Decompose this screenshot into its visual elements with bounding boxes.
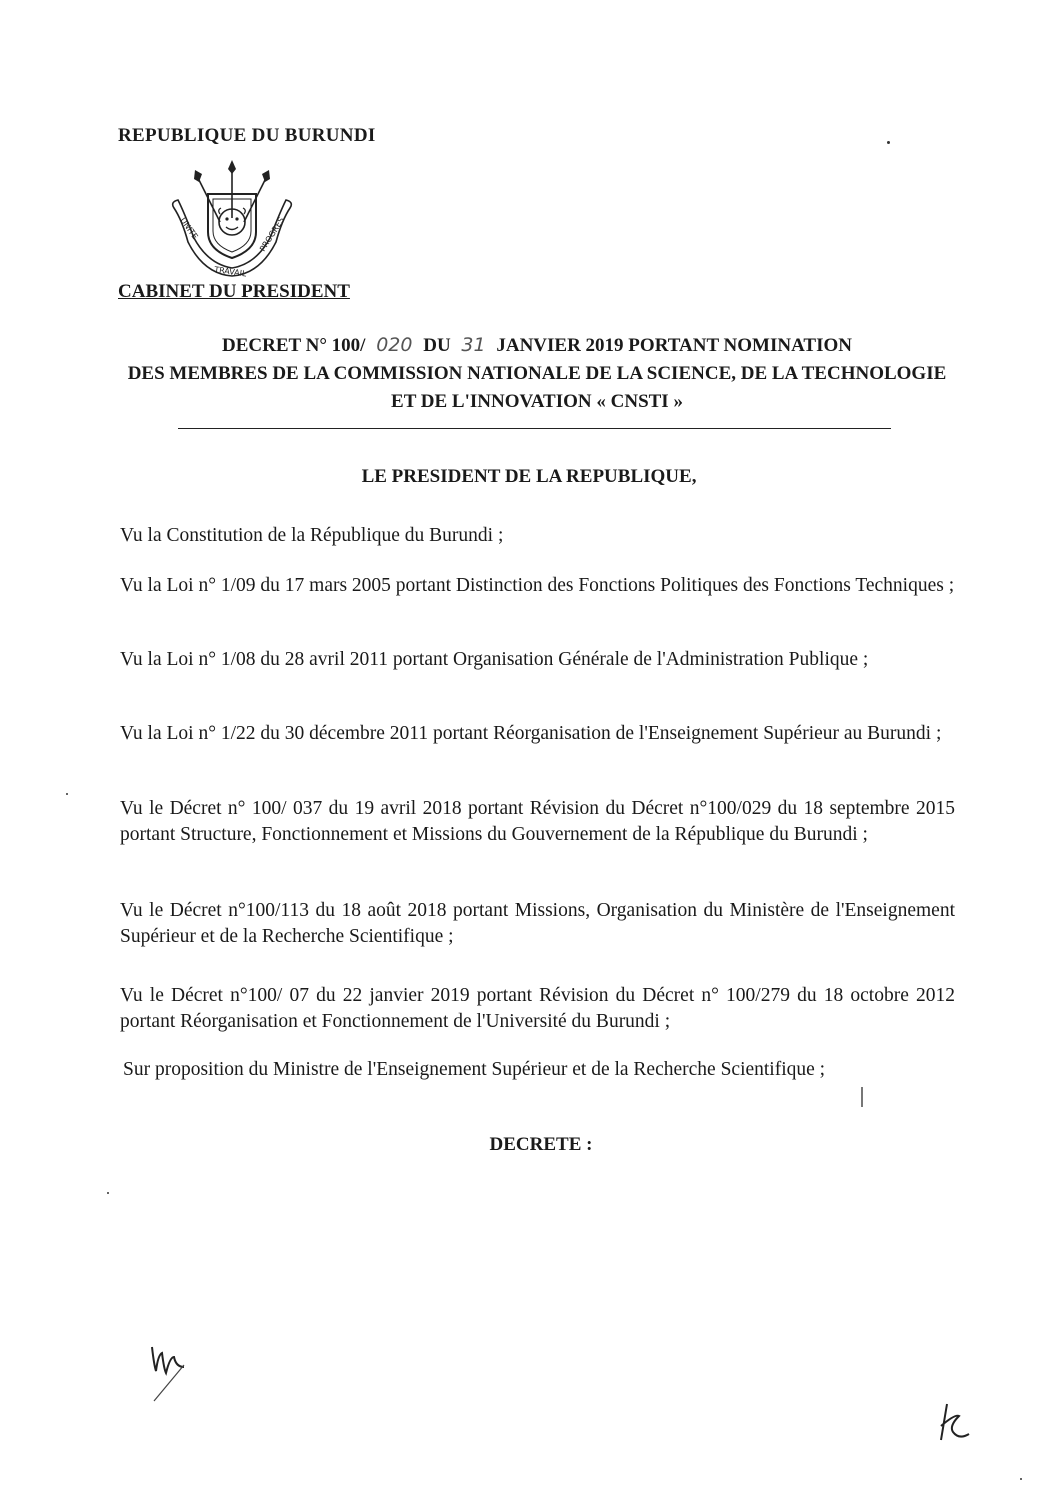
decree-number-prefix: DECRET N° 100/	[222, 335, 366, 356]
decree-number-handwritten: 020	[376, 334, 413, 356]
visa-paragraph: Vu le Décret n°100/ 07 du 22 janvier 2019 portant Révision du Décret n° 100/279 du 18 octobre 2012 portant Réorganisation et Fonctionnement de l'Université du Burundi ;	[120, 985, 955, 1032]
visa-paragraph: Vu la Loi n° 1/09 du 17 mars 2005 portant Distinction des Fonctions Politiques des Fonctions Techniques ;	[120, 575, 955, 596]
title-divider	[178, 428, 891, 429]
scan-speck	[861, 1087, 863, 1107]
svg-text:TRAVAIL: TRAVAIL	[213, 265, 248, 278]
president-heading: LE PRESIDENT DE LA REPUBLIQUE,	[361, 466, 697, 487]
svg-text:PROGRES: PROGRES	[258, 215, 287, 254]
handwritten-initials-left	[140, 1345, 200, 1405]
visa-paragraph: Vu le Décret n°100/113 du 18 août 2018 portant Missions, Organisation du Ministère de l'Enseignement Supérieur et de la Recherche Scientifique ;	[120, 900, 955, 947]
cabinet-header: CABINET DU PRESIDENT	[118, 281, 350, 302]
scan-speck	[66, 793, 68, 795]
visa-paragraph: Sur proposition du Ministre de l'Enseignement Supérieur et de la Recherche Scientifique ;	[123, 1059, 826, 1080]
title-line-2: DES MEMBRES DE LA COMMISSION NATIONALE DE LA SCIENCE, DE LA TECHNOLOGIE	[127, 363, 947, 384]
decree-day-handwritten: 31	[461, 334, 486, 356]
burundi-coat-of-arms-emblem	[168, 160, 296, 278]
title-line-3: ET DE L'INNOVATION « CNSTI »	[391, 391, 683, 412]
scan-speck	[107, 1192, 109, 1194]
visa-paragraph: Vu le Décret n° 100/ 037 du 19 avril 2018 portant Révision du Décret n°100/029 du 18 septembre 2015 portant Structure, Fonctionnement et Missions du Gouvernement de la République du Burundi ;	[120, 798, 955, 845]
decree-title	[112, 331, 962, 416]
title-line-1	[112, 331, 962, 360]
handwritten-initials-right	[935, 1400, 975, 1445]
decrete-heading: DECRETE :	[489, 1134, 593, 1155]
title-line-1-rest: JANVIER 2019 PORTANT NOMINATION	[496, 335, 852, 356]
visa-paragraph: Vu la Loi n° 1/08 du 28 avril 2011 portant Organisation Générale de l'Administration Publique ;	[120, 649, 869, 670]
scan-speck	[887, 141, 890, 144]
republic-header: REPUBLIQUE DU BURUNDI	[118, 125, 376, 146]
date-du: DU	[423, 335, 451, 356]
scan-speck	[1020, 1478, 1022, 1480]
svg-text:UNITE: UNITE	[178, 215, 200, 241]
visa-paragraph: Vu la Loi n° 1/22 du 30 décembre 2011 portant Réorganisation de l'Enseignement Supérieur au Burundi ;	[120, 723, 942, 744]
visa-paragraph: Vu la Constitution de la République du Burundi ;	[120, 525, 504, 546]
